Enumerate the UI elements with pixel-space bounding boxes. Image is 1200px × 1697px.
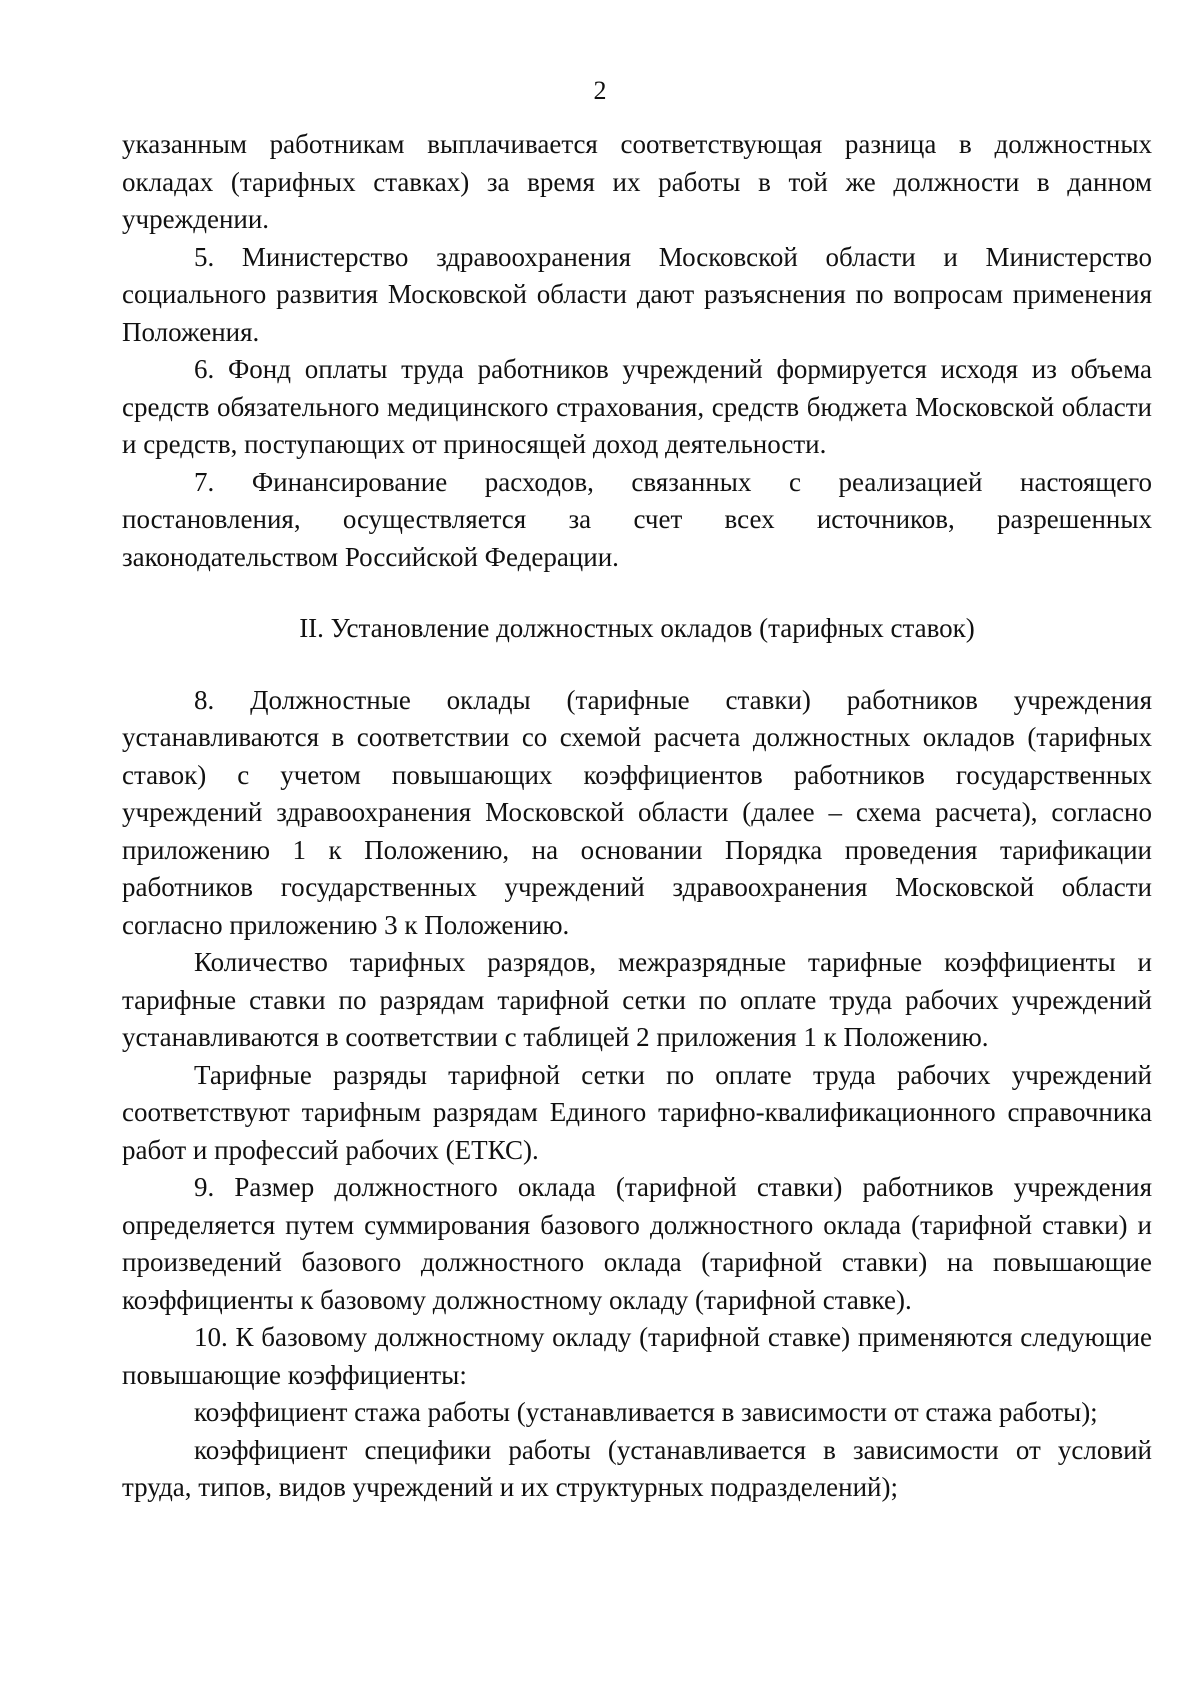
list-item-specifics-coefficient: коэффициент специфики работы (устанавливается в зависимости от условий труда, типов, видов учреждений и их структурных подразделений); (122, 1434, 1152, 1502)
paragraph-7: 7. Финансирование расходов, связанных с реализацией настоящего постановления, осуществляется за счет всех источников, разрешенных законодательством Российской Федерации. (122, 466, 1152, 572)
page-number: 2 (593, 76, 607, 105)
section-heading (122, 610, 1152, 648)
paragraph-5: 5. Министерство здравоохранения Московской области и Министерство социального развития Московской области дают разъяснения по вопросам применения Положения. (122, 241, 1152, 347)
paragraph-8: 8. Должностные оклады (тарифные ставки) работников учреждения устанавливаются в соответствии со схемой расчета должностных окладов (тарифных ставок) с учетом повышающих коэффициентов работников государственных учреждений здравоохранения Московской области (далее – схема расчета), согласно приложению 1 к Положению, на основании Порядка проведения тарификации работников государственных учреждений здравоохранения Московской области согласно приложению 3 к Положению. (122, 684, 1152, 940)
paragraph-tariff-grades: Количество тарифных разрядов, межразрядные тарифные коэффициенты и тарифные ставки по разрядам тарифной сетки по оплате труда рабочих учреждений устанавливаются в соответствии с таблицей 2 приложения 1 к Положению. (122, 947, 1152, 1052)
paragraph-etks: Тарифные разряды тарифной сетки по оплате труда рабочих учреждений соответствуют тарифным разрядам Единого тарифно-квалификационного справочника работ и профессий рабочих (ЕТКС). (122, 1059, 1152, 1165)
paragraph-6: 6. Фонд оплаты труда работников учреждений формируется исходя из объема средств обязательного медицинского страхования, средств бюджета Московской области и средств, поступающих от приносящей доход деятельности. (122, 354, 1152, 459)
list-item-experience-coefficient: коэффициент стажа работы (устанавливается в зависимости от стажа работы); (194, 1397, 1098, 1427)
section-heading-text: II. Установление должностных окладов (тарифных ставок) (299, 613, 975, 643)
paragraph-continuation: указанным работникам выплачивается соответствующая разница в должностных окладах (тарифных ставках) за время их работы в той же должности в данном учреждении. (122, 129, 1152, 234)
paragraph-9: 9. Размер должностного оклада (тарифной ставки) работников учреждения определяется путем суммирования базового должностного оклада (тарифной ставки) и произведений базового должностного оклада (тарифной ставки) на повышающие коэффициенты к базовому должностному окладу (тарифной ставке). (122, 1172, 1152, 1315)
document-body (122, 126, 1152, 1507)
paragraph-10: 10. К базовому должностному окладу (тарифной ставке) применяются следующие повышающие коэффициенты: (122, 1322, 1152, 1390)
